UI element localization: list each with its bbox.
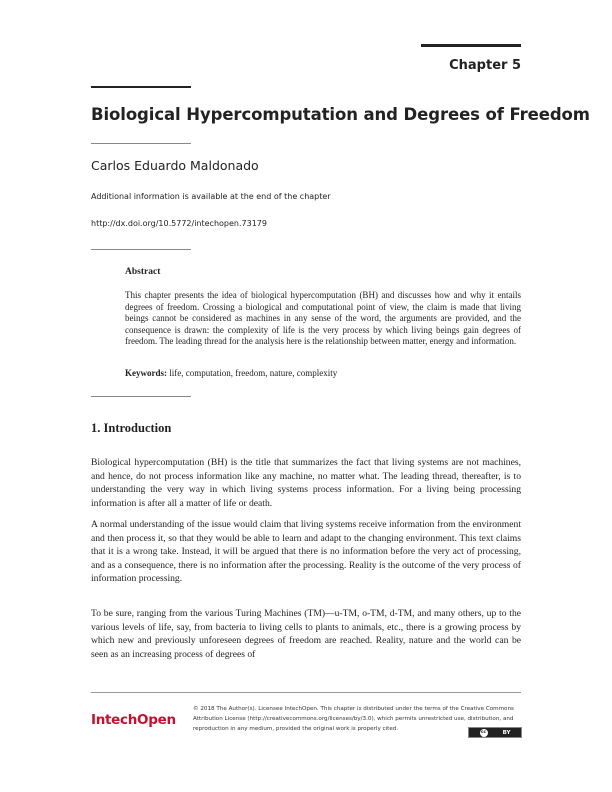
- paragraph: A normal understanding of the issue would claim that living systems receive information from the environment and then process it, so that they would be able to learn and adapt to the changing environment. This text claims that it is a wrong take. Instead, it will be argued that there is no information before the very act of processing, and as a consequence, there is no information after the processing. Reality is the outcome of the very process of information processing.: [91, 519, 521, 585]
- keywords: [125, 368, 337, 378]
- divider: [91, 249, 191, 250]
- paragraph: To be sure, ranging from the various Turing Machines (TM)—u-TM, o-TM, d-TM, and many others, up to the various levels of life, say, from bacteria to living cells to plants to animals, etc., there is a growing process by which new and previously unforeseen degrees of freedom are reached. Reality, nature and the world can be seen as an increasing process of degrees of: [91, 608, 521, 660]
- copyright-notice: © 2018 The Author(s). Licensee IntechOpen. This chapter is distributed under the terms of the Creative Commons Attribution License (http://creativecommons.org/licenses/by/3.0), which permits unrestricted use, distribution, and reproduction in any medium, provided the original work is properly cited.: [193, 706, 514, 732]
- cc-by-badge[interactable]: [468, 727, 522, 738]
- footer-rule: [91, 692, 521, 693]
- abstract-text: This chapter presents the idea of biological hypercomputation (BH) and discusses how and why it entails degrees of freedom. Crossing a biological and computational point of view, the claim is made that living beings cannot be considered as machines in any sense of the word, the arguments are provided, and the consequence is drawn: the complexity of life is the very process by which living beings gain degrees of freedom. The leading thread for the analysis here is the relationship between matter, energy and information.: [125, 290, 521, 347]
- section-title: 1. Introduction: [91, 421, 172, 435]
- doi-link[interactable]: http://dx.doi.org/10.5772/intechopen.73179: [91, 219, 267, 228]
- cc-by-label: BY: [502, 729, 511, 736]
- additional-info: Additional information is available at the end of the chapter: [91, 192, 331, 201]
- chapter-label: Chapter 5: [449, 58, 521, 73]
- keywords-label: Keywords:: [125, 368, 167, 378]
- keywords-list: life, computation, freedom, nature, complexity: [169, 368, 338, 378]
- page-title: Biological Hypercomputation and Degrees of Freedom: [91, 105, 590, 124]
- intechopen-logo: IntechOpen: [91, 712, 176, 728]
- abstract-heading: Abstract: [125, 267, 161, 277]
- chapter-rule: [421, 44, 521, 47]
- title-rule: [91, 86, 191, 88]
- creative-commons-icon: cc: [480, 730, 487, 735]
- paragraph: Biological hypercomputation (BH) is the title that summarizes the fact that living systems are not machines, and hence, do not process information like any machine, no matter what. The leading thread, thereafter, is to understanding the very way in which living systems process information. For a living being processing information is after all a matter of life or death.: [91, 457, 521, 509]
- author-name: Carlos Eduardo Maldonado: [91, 158, 259, 173]
- divider: [91, 143, 191, 144]
- divider: [91, 396, 191, 397]
